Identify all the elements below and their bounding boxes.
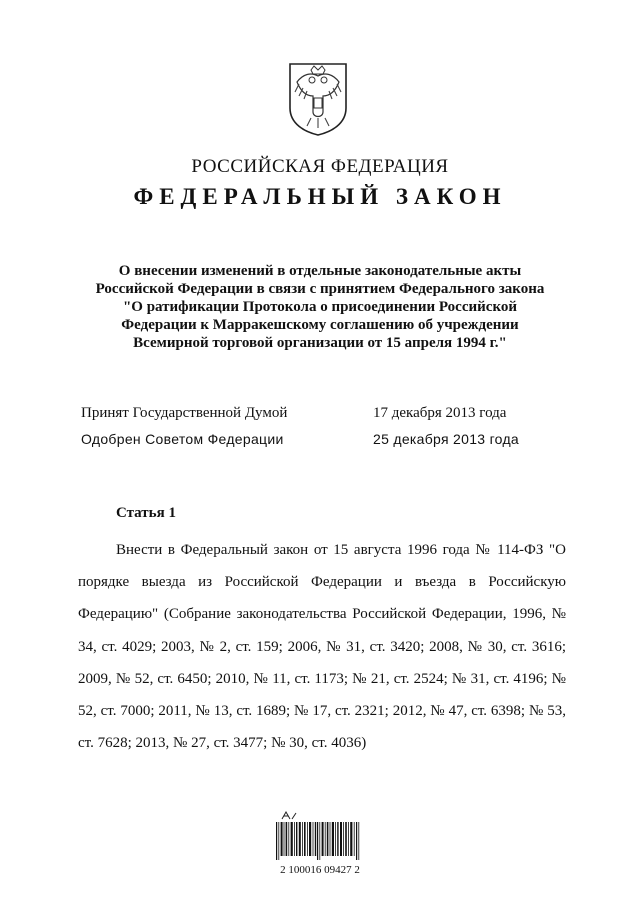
approval-date: 25 декабря 2013 года	[373, 431, 520, 447]
approval-label: Принят Государственной Думой	[81, 405, 288, 421]
law-title-line: О внесении изменений в отдельные законодательные акты	[118, 263, 522, 279]
approval-date: 17 декабря 2013 года	[373, 405, 507, 421]
document-type: ФЕДЕРАЛЬНЫЙ ЗАКОН	[133, 184, 507, 209]
law-title-line: Всемирной торговой организации от 15 апреля 1994 г."	[133, 335, 507, 351]
barcode	[270, 808, 370, 886]
approval-label: Одобрен Советом Федерации	[81, 431, 284, 447]
article-body: Внести в Федеральный закон от 15 августа 1996 года № 114-ФЗ "О порядке выезда из Российской Федерации и въезда в Российскую Федерацию" (Собрание законодательства Российской Федерации, 1996, № 34, ст. 4029; 2003, № 2, ст. 159; 2006, № 31, ст. 3420; 2008, № 30, ст. 3616; 2009, № 52, ст. 6450; 2010, № 11, ст. 1173; № 21, ст. 2524; № 31, ст. 4196; № 52, ст. 7000; 2011, № 13, ст. 1689; № 17, ст. 2321; 2012, № 47, ст. 6398; № 53, ст. 7628; 2013, № 27, ст. 3477; № 30, ст. 4036)	[78, 542, 566, 752]
law-title-line: Федерации к Марракешскому соглашению об учреждении	[121, 317, 519, 333]
law-title-line: Российской Федерации в связи с принятием Федерального закона	[95, 281, 545, 297]
barcode-number: 2 100016 09427 2	[280, 864, 360, 876]
barcode-bars-icon	[276, 822, 360, 860]
law-title	[60, 262, 580, 352]
law-title-line: "О ратификации Протокола о присоединении Российской	[122, 299, 518, 315]
barcode-mark-icon	[270, 808, 370, 822]
country-name: РОССИЙСКАЯ ФЕДЕРАЦИЯ	[191, 156, 449, 177]
article-heading: Статья 1	[116, 505, 176, 521]
coat-of-arms-emblem-icon	[287, 62, 349, 136]
